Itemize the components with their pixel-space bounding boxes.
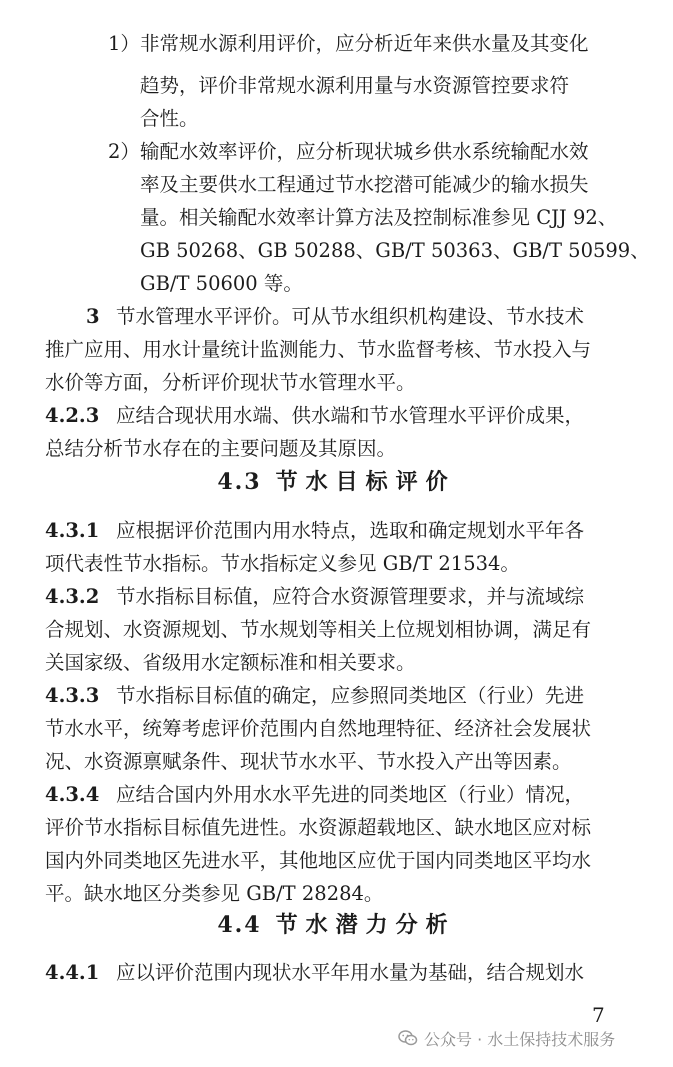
section-title: 节水潜力分析 xyxy=(275,912,456,938)
line-text: 况、水资源禀赋条件、现状节水水平、节水投入产出等因素。 xyxy=(45,750,572,773)
watermark xyxy=(398,1027,615,1053)
text-line xyxy=(0,234,673,268)
line-text: 合规划、水资源规划、节水规划等相关上位规划相协调，满足有 xyxy=(45,618,592,641)
item-number: 3 xyxy=(86,305,100,328)
text-line xyxy=(0,613,673,647)
line-text: 非常规水源利用评价，应分析近年来供水量及其变化 xyxy=(140,32,589,55)
line-text: 节水指标目标值的确定，应参照同类地区（行业）先进 xyxy=(116,684,585,707)
line-text: 趋势，评价非常规水源利用量与水资源管控要求符 xyxy=(140,74,570,97)
text-line xyxy=(0,168,673,202)
text-line xyxy=(0,514,673,548)
line-text: 率及主要供水工程通过节水挖潜可能减少的输水损失 xyxy=(140,173,589,196)
wechat-icon xyxy=(398,1028,418,1054)
text-line xyxy=(0,712,673,746)
text-line xyxy=(0,580,673,614)
text-line xyxy=(0,201,673,235)
text-line xyxy=(0,679,673,713)
clause-number: 4.4.1 xyxy=(45,961,100,984)
text-line xyxy=(0,646,673,680)
line-text: 节水水平，统筹考虑评价范围内自然地理特征、经济社会发展状 xyxy=(45,717,592,740)
text-line xyxy=(0,69,673,103)
line-text: 节水管理水平评价。可从节水组织机构建设、节水技术 xyxy=(116,305,585,328)
section-title: 节水目标评价 xyxy=(275,469,456,495)
line-text: 平。缺水地区分类参见 GB/T 28284。 xyxy=(45,882,384,905)
text-line xyxy=(0,778,673,812)
text-line xyxy=(0,267,673,301)
line-text: 应以评价范围内现状水平年用水量为基础，结合规划水 xyxy=(116,961,585,984)
line-text: 量。相关输配水效率计算方法及控制标准参见 CJJ 92、 xyxy=(140,206,618,229)
section-heading xyxy=(0,905,673,945)
line-text: 应根据评价范围内用水特点，选取和确定规划水平年各 xyxy=(116,519,585,542)
text-line xyxy=(0,366,673,400)
text-line xyxy=(0,432,673,466)
line-text: 推广应用、用水计量统计监测能力、节水监督考核、节水投入与 xyxy=(45,338,592,361)
line-text: GB 50268、GB 50288、GB/T 50363、GB/T 50599、 xyxy=(140,239,650,262)
clause-number: 4.3.4 xyxy=(45,783,100,806)
line-text: GB/T 50600 等。 xyxy=(140,272,303,295)
watermark-text: 公众号 · 水土保持技术服务 xyxy=(424,1030,616,1049)
line-text: 应结合国内外用水水平先进的同类地区（行业）情况， xyxy=(116,783,585,806)
text-line xyxy=(0,333,673,367)
line-text: 输配水效率评价，应分析现状城乡供水系统输配水效 xyxy=(140,140,589,163)
line-text: 关国家级、省级用水定额标准和相关要求。 xyxy=(45,651,416,674)
line-text: 节水指标目标值，应符合水资源管理要求，并与流域综 xyxy=(116,585,585,608)
line-text: 总结分析节水存在的主要问题及其原因。 xyxy=(45,437,397,460)
line-text: 项代表性节水指标。节水指标定义参见 GB/T 21534。 xyxy=(45,552,520,575)
item-number: 2） xyxy=(108,140,140,163)
line-text: 合性。 xyxy=(140,107,199,130)
section-heading xyxy=(0,462,673,502)
clause-number: 4.2.3 xyxy=(45,404,100,427)
line-text: 水价等方面，分析评价现状节水管理水平。 xyxy=(45,371,416,394)
text-line xyxy=(0,399,673,433)
text-line xyxy=(0,956,673,990)
text-line xyxy=(0,102,673,136)
line-text: 评价节水指标目标值先进性。水资源超载地区、缺水地区应对标 xyxy=(45,816,592,839)
clause-number: 4.3.3 xyxy=(45,684,100,707)
section-number: 4.4 xyxy=(217,912,262,938)
text-line xyxy=(0,811,673,845)
text-line xyxy=(0,547,673,581)
section-number: 4.3 xyxy=(217,469,262,495)
text-line xyxy=(0,844,673,878)
line-text: 应结合现状用水端、供水端和节水管理水平评价成果， xyxy=(116,404,585,427)
text-line xyxy=(0,745,673,779)
line-text: 国内外同类地区先进水平，其他地区应优于国内同类地区平均水 xyxy=(45,849,592,872)
clause-number: 4.3.2 xyxy=(45,585,100,608)
text-line xyxy=(0,135,673,169)
text-line xyxy=(0,300,673,334)
page-number: 7 xyxy=(592,1003,605,1027)
item-number: 1） xyxy=(108,32,140,55)
text-line xyxy=(0,27,673,61)
clause-number: 4.3.1 xyxy=(45,519,100,542)
